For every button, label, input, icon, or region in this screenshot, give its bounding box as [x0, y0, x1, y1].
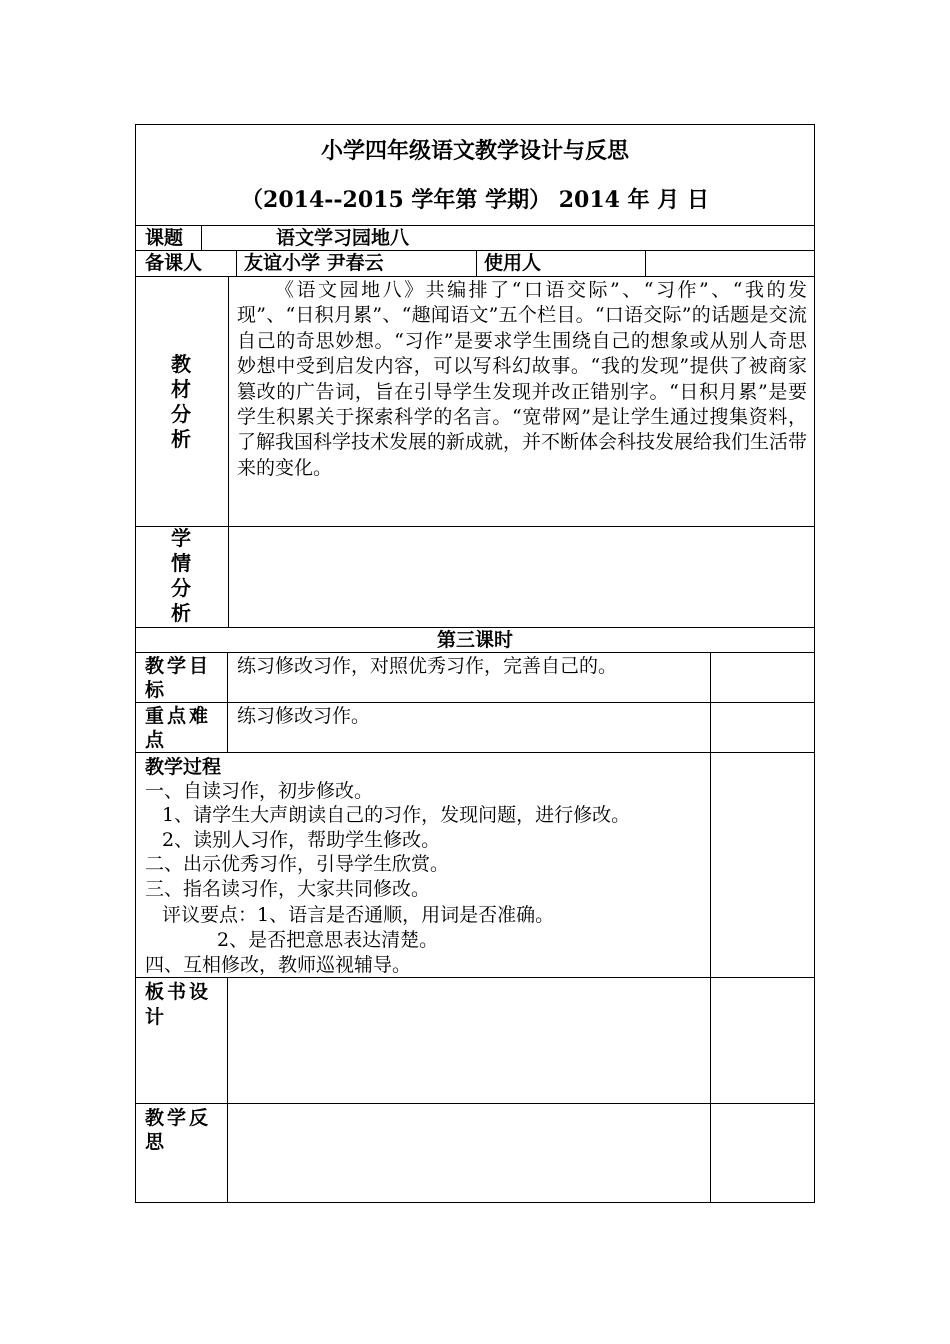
- goal-label: 教学目: [145, 655, 212, 677]
- row-divider: [135, 652, 815, 653]
- row-divider: [135, 702, 815, 703]
- goal-label-cont: 标: [145, 679, 165, 701]
- process-line: 一、自读习作，初步修改。: [145, 780, 374, 802]
- row-divider: [135, 752, 815, 753]
- document-title: 小学四年级语文教学设计与反思: [320, 138, 629, 164]
- reflection-label-cont: 思: [145, 1131, 165, 1153]
- difficulty-label-cont: 点: [145, 729, 165, 751]
- column-divider: [236, 250, 237, 276]
- topic-value: 语文学习园地八: [276, 227, 410, 249]
- process-line: 2、是否把意思表达清楚。: [217, 929, 439, 951]
- process-line: 2、读别人习作，帮助学生修改。: [162, 829, 441, 851]
- goal-text: 练习修改习作，对照优秀习作，完善自己的。: [237, 655, 618, 677]
- row-divider: [135, 225, 815, 226]
- row-divider: [135, 977, 815, 978]
- topic-label: 课题: [145, 227, 184, 249]
- process-label: 教学过程: [145, 756, 222, 778]
- user-label: 使用人: [484, 252, 542, 274]
- row-divider: [135, 276, 815, 277]
- document-subtitle: （2014--2015 学年第 学期） 2014 年 月 日: [241, 187, 709, 213]
- board-label-cont: 计: [145, 1006, 165, 1028]
- row-divider: [135, 1103, 815, 1104]
- process-line: 1、请学生大声朗读自己的习作，发现问题，进行修改。: [162, 804, 631, 826]
- column-divider: [227, 652, 228, 752]
- student-analysis-label: 学情分析: [171, 526, 191, 625]
- row-divider: [135, 250, 815, 251]
- column-divider: [476, 250, 477, 276]
- column-divider: [227, 977, 228, 1203]
- lesson-title: 第三课时: [436, 629, 513, 651]
- column-divider: [645, 250, 646, 276]
- difficulty-text: 练习修改习作。: [237, 705, 371, 727]
- column-divider: [201, 225, 202, 250]
- row-divider: [135, 526, 815, 527]
- reflection-label: 教学反: [145, 1107, 212, 1129]
- process-line: 四、互相修改，教师巡视辅导。: [145, 954, 412, 976]
- material-analysis-text: 《语文园地八》共编排了“口语交际”、“习作”、“我的发现”、“日积月累”、“趣闻语文”五个栏目。“口语交际”的话题是交流自己的奇思妙想。“习作”是要求学生围绕自己的想象或从别人奇思妙想中受到启发内容，可以写科幻故事。“我的发现”提供了被商家篡改的广告词，旨在引导学生发现并改正错别字。“日积月累”是要学生积累关于探索科学的名言。“宽带网”是让学生通过搜集资料，了解我国科学技术发展的新成就，并不断体会科技发展给我们生活带来的变化。: [237, 279, 808, 479]
- preparer-label: 备课人: [145, 252, 203, 274]
- board-label: 板书设: [145, 981, 212, 1003]
- material-analysis-label: 教材分析: [171, 352, 191, 451]
- column-divider: [710, 977, 711, 1203]
- process-line: 评议要点：1、语言是否通顺，用词是否准确。: [162, 904, 555, 926]
- column-divider: [228, 276, 229, 627]
- preparer-value: 友谊小学 尹春云: [244, 252, 384, 274]
- process-line: 二、出示优秀习作，引导学生欣赏。: [145, 853, 450, 875]
- difficulty-label: 重点难: [145, 705, 212, 727]
- process-line: 三、指名读习作，大家共同修改。: [145, 878, 431, 900]
- column-divider: [710, 652, 711, 977]
